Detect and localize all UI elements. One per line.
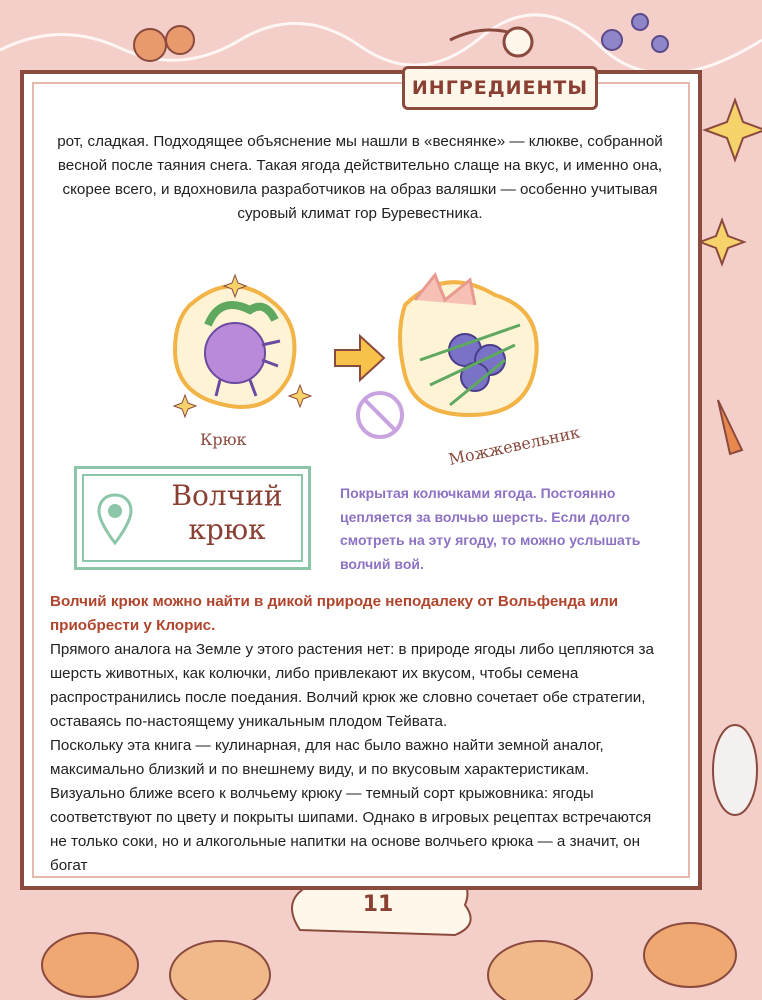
forbidden-icon bbox=[358, 393, 402, 437]
paragraph: Визуально ближе всего к волчьему крюку — темный сорт крыжовника: ягоды соответствуют по цвету и покрыты шипами. Однако в игровых рецептах встречаются не только соки, но и алкогольные напитки на основе волчьего крюка — а значит, он богат bbox=[50, 785, 652, 874]
wolfhook-berry-icon bbox=[175, 286, 295, 407]
page-number bbox=[345, 878, 411, 930]
intro-line: суровый климат гор Буревестника. bbox=[237, 205, 483, 222]
intro-line: весной после таяния снега. Такая ягода действительно слаще на вкус, и именно она, bbox=[57, 157, 663, 174]
main-text bbox=[50, 590, 670, 878]
juniper-berry-icon bbox=[400, 275, 537, 415]
right-illustration-label: Можжевельник bbox=[446, 422, 582, 469]
page-number-text: 11 bbox=[362, 891, 394, 917]
paragraph: Поскольку эта книга — кулинарная, для нас было важно найти земной аналог, максимально близкий и по внешнему виду, и по вкусовым характеристикам. bbox=[50, 737, 604, 778]
intro-text bbox=[50, 130, 670, 226]
berry-comparison-illustration bbox=[150, 265, 610, 475]
ingredient-description: Покрытая колючками ягода. Постоянно цепляется за волчью шерсть. Если долго смотреть на эту ягоду, то можно услышать волчий вой. bbox=[340, 485, 641, 572]
left-illustration-label: Крюк bbox=[200, 430, 247, 449]
arrow-right-icon bbox=[335, 336, 384, 380]
intro-line: скорее всего, и вдохновила разработчиков на образ валяшки — особенно учитывая bbox=[62, 181, 658, 198]
ingredient-name-card bbox=[74, 466, 311, 570]
intro-line: рот, сладкая. Подходящее объяснение мы нашли в «веснянке» — клюкве, собранной bbox=[57, 133, 663, 150]
map-pin-icon bbox=[95, 491, 135, 549]
paragraph: Прямого аналога на Земле у этого растения нет: в природе ягоды либо цепляются за шерсть животных, как колючки, либо привлекают их вкусом, чтобы семена распространились после поедания. Волчий крюк же словно сочетает обе стратегии, оставаясь по-настоящему уникальным плодом Тейвата. bbox=[50, 641, 654, 730]
ingredient-name: Волчий крюк bbox=[171, 479, 283, 546]
section-title: ИНГРЕДИЕНТЫ bbox=[411, 77, 589, 99]
location-note: Волчий крюк можно найти в дикой природе неподалеку от Вольфенда или приобрести у Клорис. bbox=[50, 593, 619, 634]
section-header bbox=[402, 66, 598, 110]
